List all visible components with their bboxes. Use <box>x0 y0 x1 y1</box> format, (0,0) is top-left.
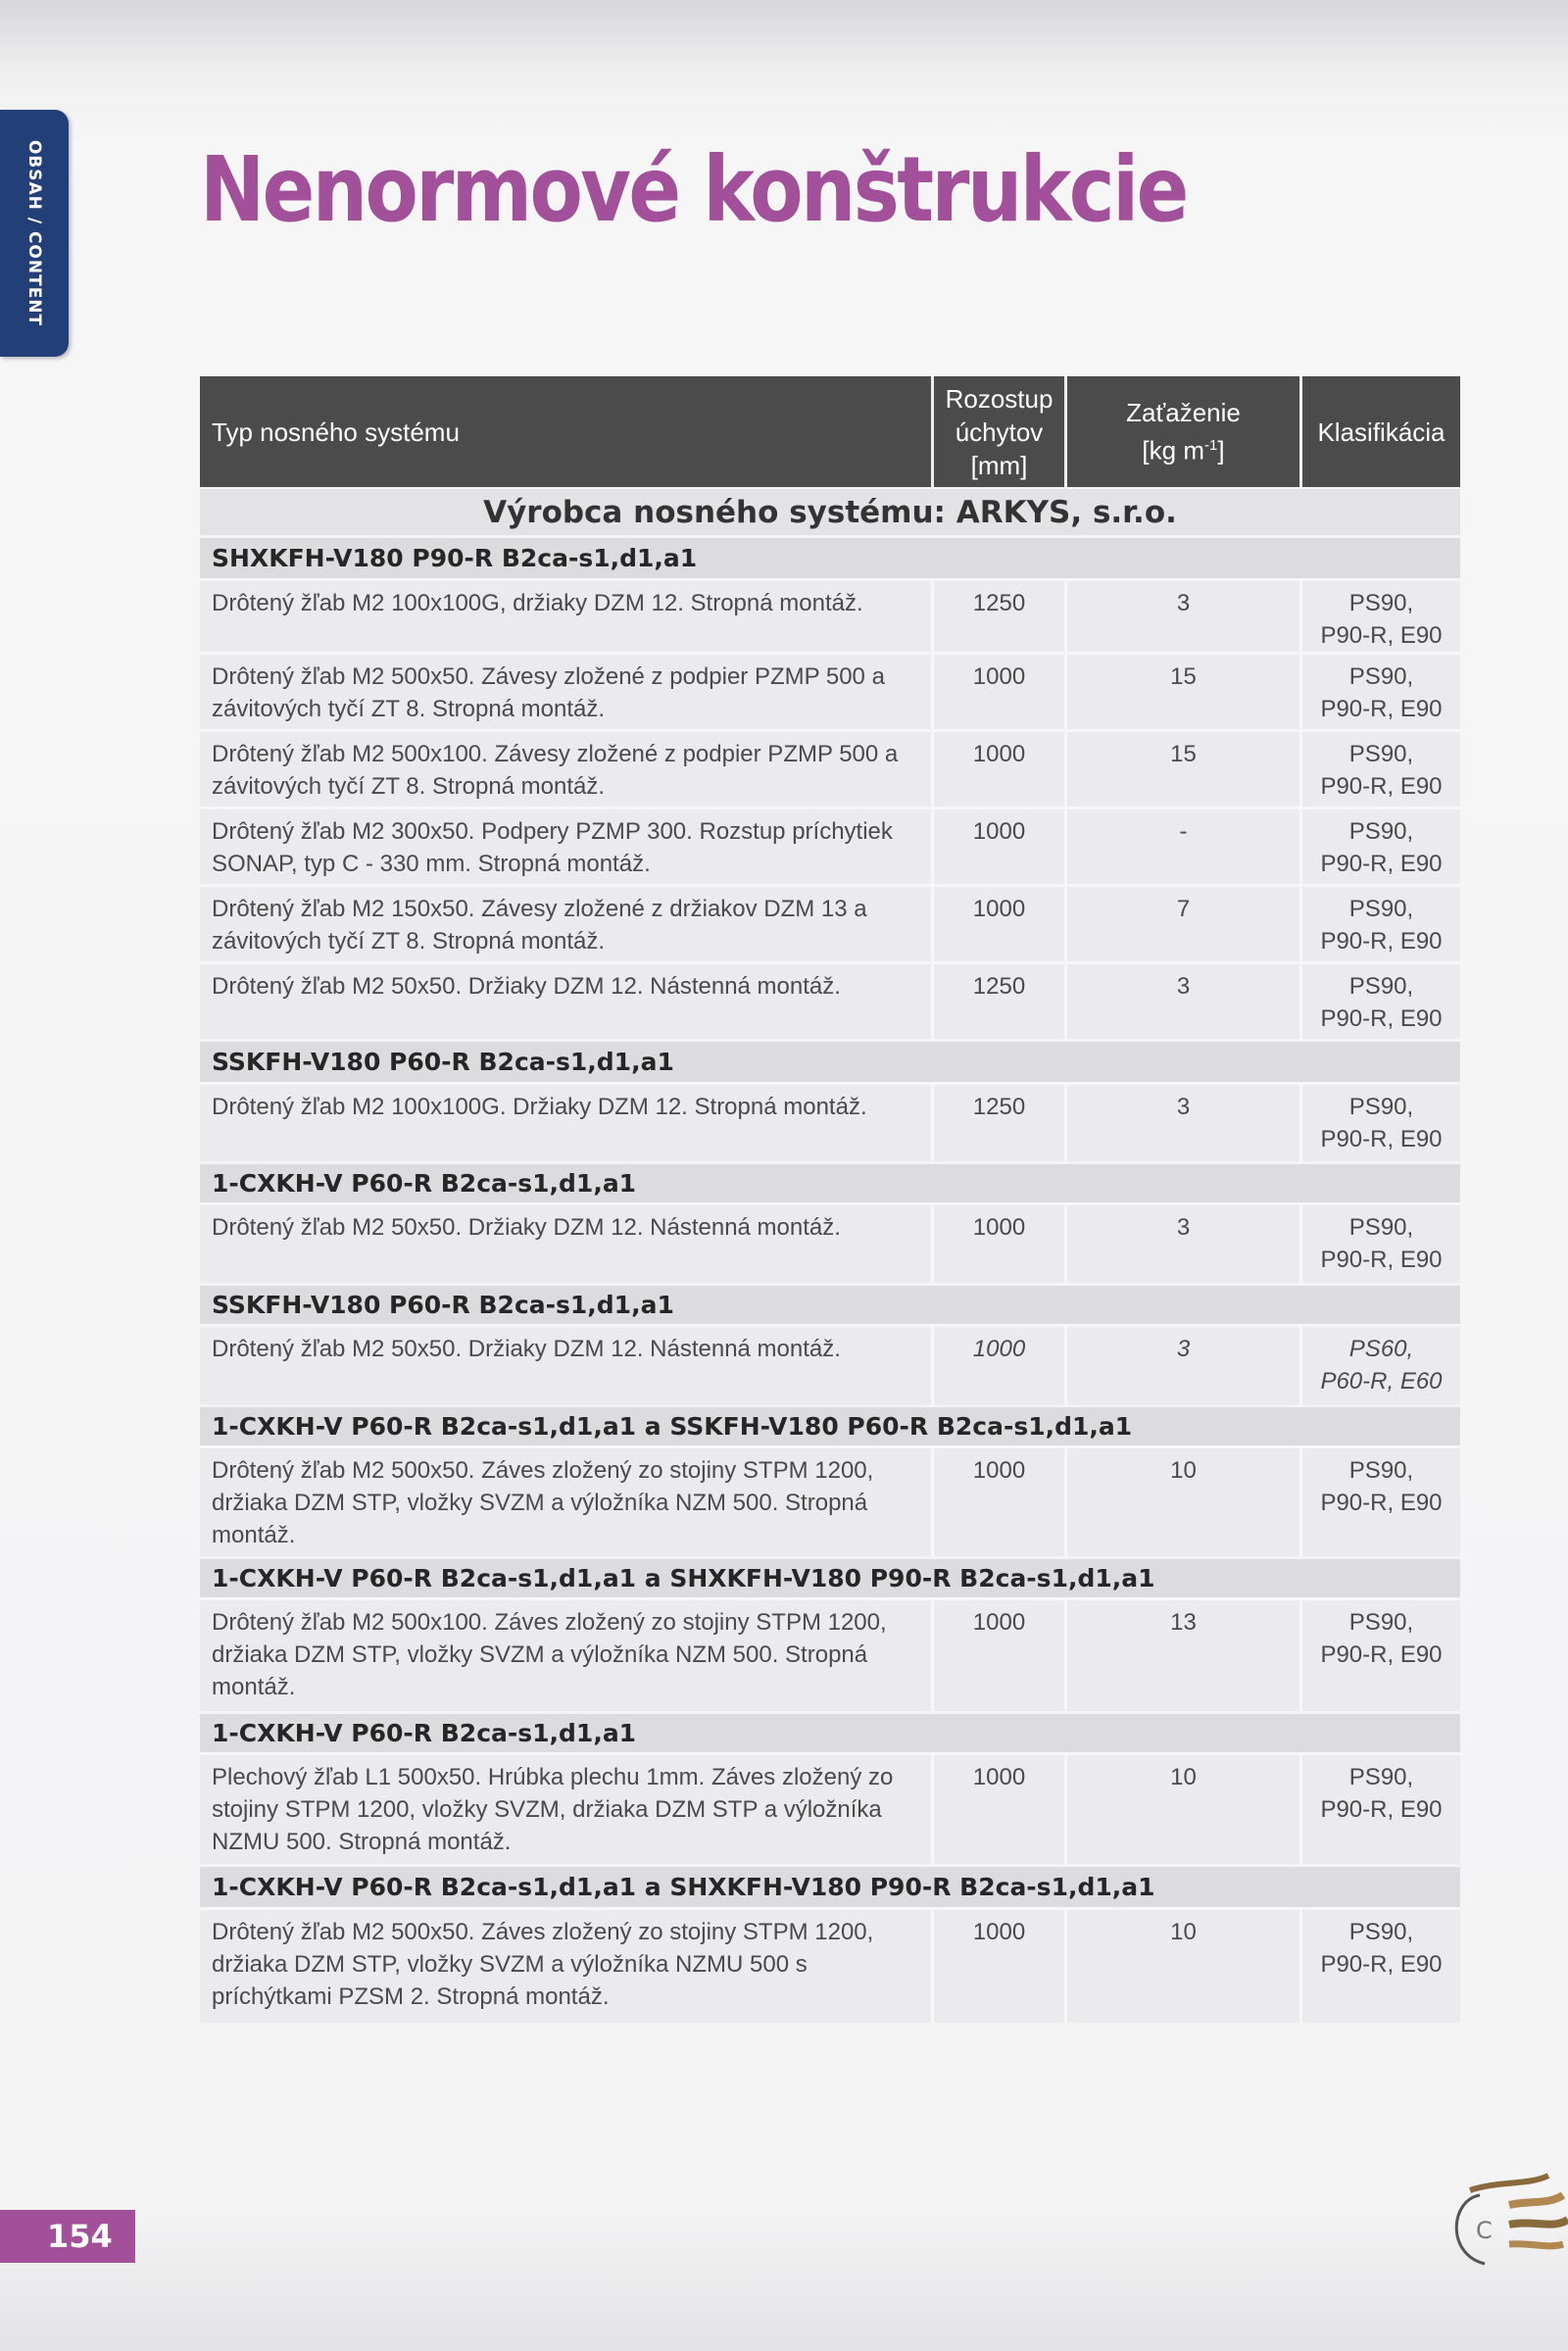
table-row <box>200 1907 1460 2023</box>
row-description: Drôtený žľab M2 500x50. Záves zložený zo stojiny STPM 1200, držiaka DZM STP, vložky SVZM a výložníka NZM 500. Stropná montáž. <box>212 1457 874 1548</box>
page-number: 154 <box>0 2210 135 2263</box>
row-classification: PS90, P90-R, E90 <box>1299 964 1460 1039</box>
row-spacing: 1250 <box>931 1085 1064 1161</box>
row-spacing: 1000 <box>931 1205 1064 1283</box>
row-load: 3 <box>1064 1085 1299 1161</box>
logo-letter: C <box>1476 2217 1493 2244</box>
row-load: 3 <box>1064 1327 1299 1404</box>
header-load-line1: Zaťaženie <box>1126 398 1241 428</box>
row-classification: PS90, P90-R, E90 <box>1299 1205 1460 1283</box>
row-load: 3 <box>1064 581 1299 652</box>
table-row <box>200 807 1460 884</box>
table-header <box>200 376 1460 487</box>
row-load: 13 <box>1064 1600 1299 1711</box>
row-load: - <box>1064 809 1299 884</box>
row-description: Drôtený žľab M2 500x100. Závesy zložené z podpier PZMP 500 a závitových tyčí ZT 8. Stropná montáž. <box>212 741 899 800</box>
header-class: Klasifikácia <box>1299 376 1460 487</box>
section-title: 1-CXKH-V P60-R B2ca-s1,d1,a1 a SHXKFH-V180 P90-R B2ca-s1,d1,a1 <box>200 1864 1460 1907</box>
row-spacing: 1000 <box>931 1600 1064 1711</box>
row-description: Drôtený žľab M2 500x50. Záves zložený zo stojiny STPM 1200, držiaka DZM STP, vložky SVZM a výložníka NZMU 500 s príchýtkami PZSM 2. Stropná montáž. <box>212 1919 874 2010</box>
row-spacing: 1000 <box>931 887 1064 961</box>
manufacturer-row: Výrobca nosného systému: ARKYS, s.r.o. <box>200 487 1460 535</box>
header-load-line2: [kg $m^{-1}$] <box>1142 435 1225 465</box>
row-spacing: 1000 <box>931 1755 1064 1864</box>
section-title: 1-CXKH-V P60-R B2ca-s1,d1,a1 <box>200 1711 1460 1752</box>
row-classification: PS90, P90-R, E90 <box>1299 732 1460 807</box>
row-load: 3 <box>1064 964 1299 1039</box>
header-spacing-line2: úchytov <box>955 416 1044 447</box>
row-description: Drôtený žľab M2 150x50. Závesy zložené z držiakov DZM 13 a závitových tyčí ZT 8. Stropná montáž. <box>212 896 867 955</box>
row-spacing: 1250 <box>931 964 1064 1039</box>
row-classification: PS60, P60-R, E60 <box>1299 1327 1460 1404</box>
row-classification: PS90, P90-R, E90 <box>1299 1910 1460 2023</box>
table-row <box>200 1202 1460 1283</box>
row-description: Drôtený žľab M2 100x100G, držiaky DZM 12. Stropná montáž. <box>212 590 863 616</box>
row-spacing: 1000 <box>931 809 1064 884</box>
header-load <box>1064 376 1299 487</box>
sidebar-tab-label: OBSAH / CONTENT <box>24 139 44 327</box>
section-title: SSKFH-V180 P60-R B2ca-s1,d1,a1 <box>200 1283 1460 1324</box>
row-spacing: 1250 <box>931 581 1064 652</box>
row-description: Plechový žľab L1 500x50. Hrúbka plechu 1mm. Záves zložený zo stojiny STPM 1200, vložky SVZM, držiaka DZM STP a výložníka NZMU 500. Stropná montáž. <box>212 1764 894 1855</box>
row-classification: PS90, P90-R, E90 <box>1299 1448 1460 1556</box>
table-row <box>200 1445 1460 1556</box>
table-row <box>200 1597 1460 1711</box>
table-row <box>200 652 1460 729</box>
row-load: 10 <box>1064 1910 1299 2023</box>
row-load: 15 <box>1064 732 1299 807</box>
header-spacing-line3: [mm] <box>970 450 1028 480</box>
row-description: Drôtený žľab M2 100x100G. Držiaky DZM 12. Stropná montáž. <box>212 1094 867 1120</box>
row-classification: PS90, P90-R, E90 <box>1299 809 1460 884</box>
row-load: 10 <box>1064 1755 1299 1864</box>
table-row <box>200 578 1460 652</box>
sidebar-tab-content[interactable] <box>0 110 69 357</box>
page-title: Nenormové konštrukcie <box>200 137 1187 242</box>
header-spacing <box>931 376 1064 487</box>
row-spacing: 1000 <box>931 1910 1064 2023</box>
section-title: 1-CXKH-V P60-R B2ca-s1,d1,a1 a SSKFH-V180 P60-R B2ca-s1,d1,a1 <box>200 1404 1460 1445</box>
row-description: Drôtený žľab M2 300x50. Podpery PZMP 300. Rozstup príchytiek SONAP, typ C - 330 mm. Stropná montáž. <box>212 818 893 877</box>
section-title: SSKFH-V180 P60-R B2ca-s1,d1,a1 <box>200 1039 1460 1082</box>
section-title: 1-CXKH-V P60-R B2ca-s1,d1,a1 a SHXKFH-V180 P90-R B2ca-s1,d1,a1 <box>200 1556 1460 1597</box>
table-row <box>200 729 1460 807</box>
row-description: Drôtený žľab M2 50x50. Držiaky DZM 12. Nástenná montáž. <box>212 1214 841 1241</box>
row-spacing: 1000 <box>931 732 1064 807</box>
header-type: Typ nosného systému <box>200 376 931 487</box>
row-classification: PS90, P90-R, E90 <box>1299 1755 1460 1864</box>
section-title: 1-CXKH-V P60-R B2ca-s1,d1,a1 <box>200 1161 1460 1202</box>
table-row <box>200 1324 1460 1404</box>
row-spacing: 1000 <box>931 655 1064 729</box>
row-description: Drôtený žľab M2 50x50. Držiaky DZM 12. Nástenná montáž. <box>212 1336 841 1362</box>
row-load: 10 <box>1064 1448 1299 1556</box>
brand-logo-icon <box>1441 2166 1568 2283</box>
row-classification: PS90, P90-R, E90 <box>1299 1085 1460 1161</box>
section-title: SHXKFH-V180 P90-R B2ca-s1,d1,a1 <box>200 535 1460 578</box>
row-classification: PS90, P90-R, E90 <box>1299 887 1460 961</box>
row-classification: PS90, P90-R, E90 <box>1299 655 1460 729</box>
row-classification: PS90, P90-R, E90 <box>1299 581 1460 652</box>
row-spacing: 1000 <box>931 1327 1064 1404</box>
row-load: 3 <box>1064 1205 1299 1283</box>
row-description: Drôtený žľab M2 500x50. Závesy zložené z podpier PZMP 500 a závitových tyčí ZT 8. Stropná montáž. <box>212 663 885 722</box>
systems-table <box>200 376 1460 2023</box>
row-description: Drôtený žľab M2 50x50. Držiaky DZM 12. Nástenná montáž. <box>212 973 841 1000</box>
row-description: Drôtený žľab M2 500x100. Záves zložený zo stojiny STPM 1200, držiaka DZM STP, vložky SVZM a výložníka NZM 500. Stropná montáž. <box>212 1609 887 1700</box>
table-row <box>200 1082 1460 1161</box>
table-row <box>200 1752 1460 1864</box>
row-classification: PS90, P90-R, E90 <box>1299 1600 1460 1711</box>
header-spacing-line1: Rozostup <box>945 383 1054 414</box>
row-load: 7 <box>1064 887 1299 961</box>
table-row <box>200 961 1460 1039</box>
table-row <box>200 884 1460 961</box>
row-load: 15 <box>1064 655 1299 729</box>
row-spacing: 1000 <box>931 1448 1064 1556</box>
